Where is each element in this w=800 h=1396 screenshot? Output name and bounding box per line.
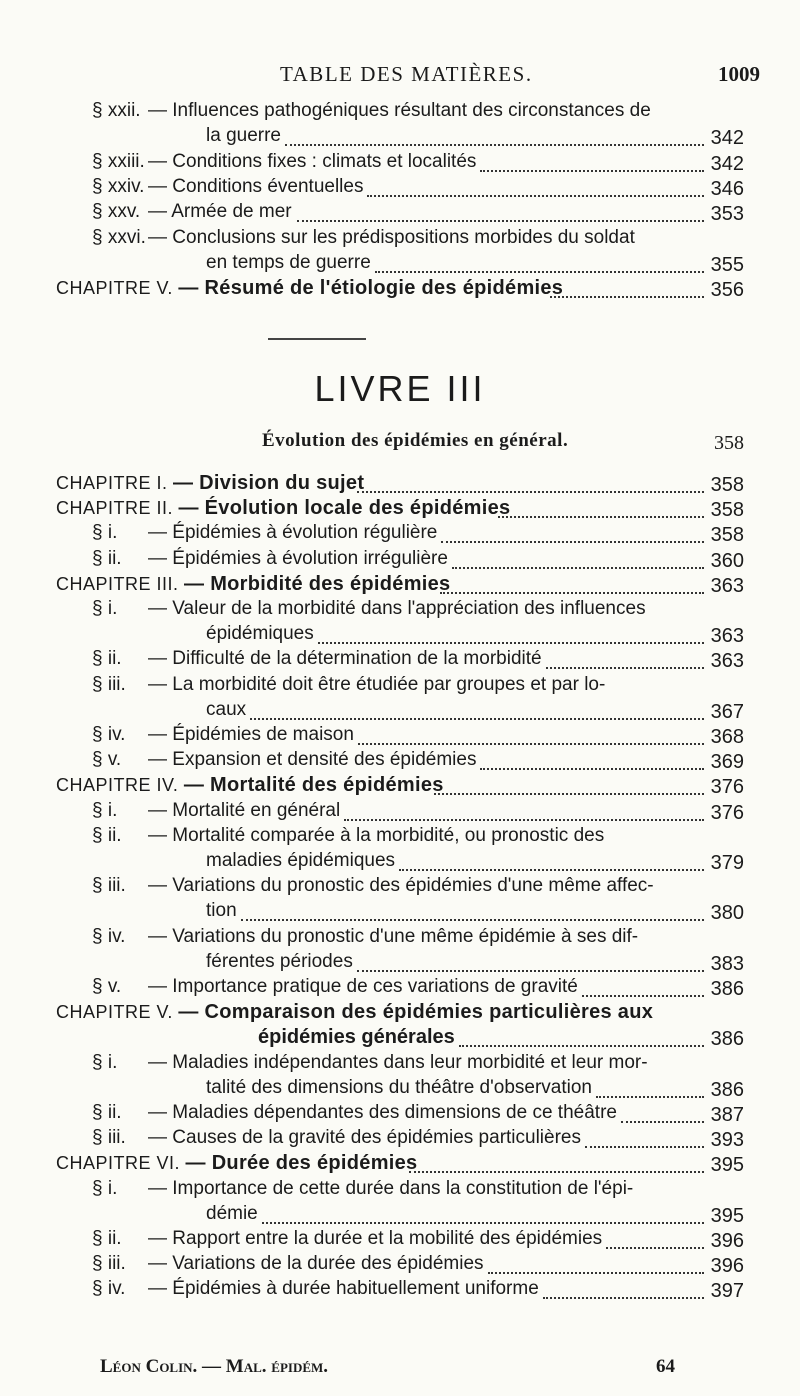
dot-leader (459, 1045, 704, 1047)
chapter-label: CHAPITRE V. (56, 278, 179, 299)
dot-leader (585, 1146, 704, 1148)
toc-page-number: 376 (710, 776, 744, 799)
section-number: § ii. (92, 648, 122, 670)
dot-leader (546, 667, 704, 669)
section-divider (268, 338, 366, 340)
toc-page-number: 386 (710, 1078, 744, 1101)
toc-page-number: 386 (710, 1028, 744, 1051)
chapter-title: — Évolution locale des épidémies (178, 497, 511, 520)
section-number: § iv. (92, 1278, 126, 1300)
section-title: — Rapport entre la durée et la mobilité des épidémies (148, 1228, 603, 1249)
chapter-label: CHAPITRE III. (56, 573, 185, 594)
chapter-label: CHAPITRE V. (56, 1002, 179, 1023)
section-title-continuation: tion (206, 900, 237, 922)
dot-leader (367, 195, 704, 197)
section-title-continuation: épidémiques (206, 623, 314, 645)
section-title-continuation: talité des dimensions du théâtre d'observation (206, 1076, 592, 1098)
dot-leader (543, 1297, 704, 1299)
chapter-title-continuation: épidémies générales (258, 1026, 455, 1049)
toc-page-number: 363 (710, 625, 744, 648)
toc-page-number: 363 (710, 650, 744, 673)
section-title: — Conclusions sur les prédispositions morbides du soldat (148, 226, 635, 248)
section-title: — Mortalité comparée à la morbidité, ou pronostic des (148, 824, 605, 846)
dot-leader (452, 567, 704, 569)
section-number: § xxvi. (92, 226, 146, 248)
section-number: § xxv. (92, 201, 141, 223)
livre-subtitle-page: 358 (714, 432, 744, 454)
section-number: § i. (92, 598, 118, 619)
toc-page-number: 360 (710, 549, 744, 572)
section-number: § iv. (92, 925, 126, 947)
toc-page-number: 396 (710, 1230, 744, 1252)
chapter-label: CHAPITRE I. (56, 473, 174, 493)
toc-page-number: 376 (710, 801, 744, 824)
toc-page-number: 355 (710, 253, 744, 276)
toc-page-number: 396 (710, 1255, 744, 1278)
dot-leader (480, 170, 704, 172)
footer-publisher: Léon Colin. — Mal. épidém. (100, 1356, 329, 1377)
chapter-title: — Mortalité des épidémies (183, 774, 444, 797)
section-number: § iv. (92, 724, 126, 745)
section-title-continuation: caux (206, 698, 247, 720)
dot-leader (621, 1121, 704, 1123)
toc-page-number: 367 (710, 700, 744, 723)
toc-page-number: 358 (710, 499, 744, 522)
dot-leader (399, 869, 704, 871)
section-number: § xxiv. (92, 175, 145, 197)
chapter-title: — Division du sujet (173, 472, 365, 494)
section-title: — Variations de la durée des épidémies (148, 1253, 484, 1275)
section-title-continuation: démie (206, 1202, 258, 1224)
toc-page-number: 379 (710, 852, 744, 874)
dot-leader (318, 642, 704, 644)
section-title: — La morbidité doit être étudiée par groupes et par lo- (148, 673, 606, 695)
dot-leader (297, 220, 704, 222)
section-number: § xxii. (92, 100, 141, 121)
dot-leader (441, 541, 704, 543)
section-title: — Variations du pronostic d'une même épidémie à ses dif- (148, 925, 639, 947)
dot-leader (498, 516, 704, 518)
section-number: § v. (92, 976, 122, 997)
dot-leader (488, 1272, 705, 1274)
chapter-label: CHAPITRE IV. (56, 775, 184, 796)
footer (100, 1356, 675, 1378)
chapter-title: — Durée des épidémies (185, 1152, 418, 1175)
chapter-label: CHAPITRE II. (56, 498, 179, 519)
section-number: § i. (92, 1051, 118, 1073)
dot-leader (550, 296, 704, 298)
section-title: — Mortalité en général (148, 799, 341, 821)
dot-leader (440, 592, 704, 594)
toc-section-row (92, 1278, 744, 1308)
toc-page-number: 386 (710, 978, 744, 1000)
toc-chapter-row (56, 277, 744, 307)
section-title: — Maladies indépendantes dans leur morbidité et leur mor- (148, 1051, 648, 1073)
running-title: TABLE DES MATIÈRES. (280, 62, 533, 86)
dot-leader (434, 793, 704, 795)
dot-leader (409, 1171, 704, 1173)
section-title: — Maladies dépendantes des dimensions de ce théâtre (148, 1102, 617, 1123)
dot-leader (344, 819, 704, 821)
section-title: — Valeur de la morbidité dans l'appréciation des influences (148, 598, 646, 619)
section-title: — Conditions fixes : climats et localités (148, 150, 477, 172)
toc-page-number: 393 (710, 1129, 744, 1152)
chapter-title: — Comparaison des épidémies particulières aux (178, 1001, 654, 1024)
toc-page-number: 395 (710, 1154, 744, 1177)
toc-page-number: 356 (710, 279, 744, 302)
section-title: — Importance de cette durée dans la constitution de l'épi- (148, 1177, 634, 1199)
section-number: § iii. (92, 875, 126, 897)
dot-leader (357, 491, 704, 493)
chapter-title: — Morbidité des épidémies (184, 572, 451, 595)
section-title-continuation: maladies épidémiques (206, 850, 396, 871)
section-title: — Expansion et densité des épidémies (148, 749, 477, 771)
chapter-title: — Résumé de l'étiologie des épidémies (178, 277, 564, 300)
section-number: § iii. (92, 1127, 126, 1149)
section-number: § ii. (92, 824, 122, 846)
section-number: § iii. (92, 1253, 126, 1275)
section-title-continuation: en temps de guerre (206, 251, 371, 273)
toc-page-number: 342 (710, 152, 744, 175)
section-title: — Épidémies à évolution régulière (148, 522, 438, 544)
section-number: § i. (92, 522, 118, 544)
toc-page-number: 358 (710, 524, 744, 547)
chapter-label: CHAPITRE VI. (56, 1153, 186, 1174)
toc-page-number: 383 (710, 952, 744, 975)
toc-page-number: 342 (710, 127, 744, 150)
section-title-continuation: férentes périodes (206, 950, 353, 972)
dot-leader (357, 970, 704, 972)
toc-page-number: 397 (710, 1280, 744, 1303)
section-title: — Importance pratique de ces variations de gravité (148, 976, 578, 997)
toc-page-number: 346 (710, 177, 744, 200)
section-title-continuation: la guerre (206, 125, 281, 147)
section-number: § i. (92, 799, 118, 821)
toc-page-number: 387 (710, 1104, 744, 1126)
livre-subtitle: Évolution des épidémies en général. (262, 430, 569, 451)
section-number: § xxiii. (92, 150, 145, 172)
toc-page-number: 363 (710, 574, 744, 597)
page-number: 1009 (718, 62, 760, 86)
section-title: — Causes de la gravité des épidémies particulières (148, 1127, 581, 1149)
section-title: — Armée de mer (148, 201, 292, 223)
section-number: § ii. (92, 1228, 122, 1249)
section-number: § v. (92, 749, 122, 771)
dot-leader (262, 1222, 704, 1224)
dot-leader (480, 768, 704, 770)
livre-title: LIVRE III (314, 368, 486, 409)
section-title: — Difficulté de la détermination de la morbidité (148, 648, 542, 670)
section-number: § iii. (92, 673, 126, 695)
dot-leader (606, 1247, 704, 1249)
dot-leader (241, 919, 704, 921)
dot-leader (582, 995, 704, 997)
signature-mark: 64 (656, 1356, 675, 1377)
dot-leader (596, 1096, 704, 1098)
toc-page-number: 380 (710, 902, 744, 925)
section-number: § i. (92, 1177, 118, 1199)
dot-leader (285, 144, 704, 146)
toc-page-number: 358 (710, 474, 744, 496)
section-title: — Épidémies à évolution irrégulière (148, 547, 448, 569)
section-title: — Conditions éventuelles (148, 175, 364, 197)
toc-page-number: 395 (710, 1204, 744, 1227)
section-title: — Épidémies à durée habituellement uniforme (148, 1278, 539, 1300)
dot-leader (358, 743, 704, 745)
toc-page-number: 368 (710, 726, 744, 748)
section-title: — Épidémies de maison (148, 724, 354, 745)
toc-page-number: 369 (710, 751, 744, 774)
section-title: — Influences pathogéniques résultant des circonstances de (148, 100, 651, 121)
section-number: § ii. (92, 547, 122, 569)
section-title: — Variations du pronostic des épidémies d'une même affec- (148, 875, 654, 897)
running-header (0, 62, 800, 98)
dot-leader (375, 271, 704, 273)
toc-page-number: 353 (710, 203, 744, 226)
section-number: § ii. (92, 1102, 122, 1123)
dot-leader (250, 718, 704, 720)
